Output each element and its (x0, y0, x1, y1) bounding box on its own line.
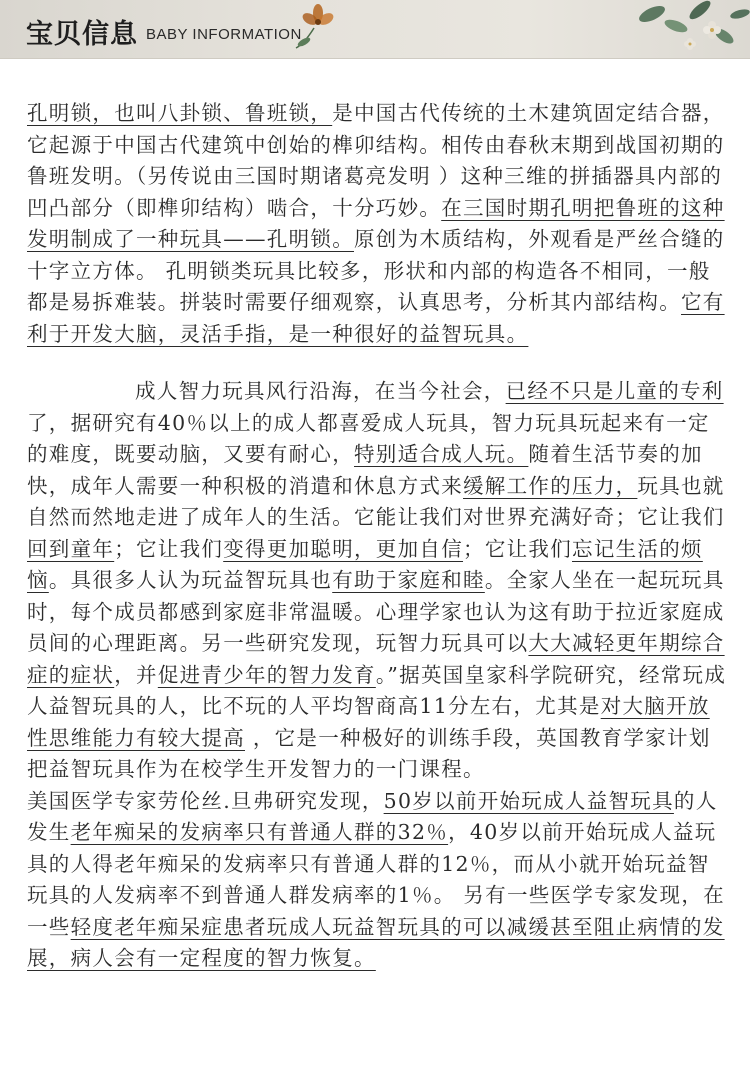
text-segment: 原创为木质结构，外观看是严丝合缝的十字立方体。 孔明锁类玩具比较多，形状和内部的构造各不相同，一般都是易拆难装。拼装时需要仔细观察，认真思考，分析其内部结构。 (27, 227, 725, 314)
text-segment: ；它让我们 (463, 536, 573, 561)
underlined-text: 在三国时期孔明把鲁班的这种发明制成了一种玩具——孔明锁。 (27, 195, 725, 251)
underlined-text: 回到童年 (27, 536, 115, 561)
text-segment: ；它让我们 (114, 536, 224, 561)
underlined-text: 有助于家庭和睦 (332, 568, 485, 592)
paragraph-medical-research (27, 786, 727, 975)
underlined-text: 对大脑开放性思维能力有较大提高 (27, 694, 710, 750)
text-segment: 的人发生 (27, 788, 718, 844)
header-title: 宝贝信息 (26, 19, 138, 50)
underlined-text: 已经不只是儿童的专利 (505, 379, 724, 403)
paragraph-adult-puzzle-toys (27, 376, 727, 786)
underlined-text: 它有利于开发大脑，灵活手指，是一种很好的益智玩具。 (27, 290, 725, 346)
text-segment: 。具很多人认为玩益智玩具也 (48, 568, 333, 592)
header-subtitle: BABY INFORMATION (146, 26, 302, 43)
underlined-text: 缓解工作的压力， (463, 473, 638, 498)
underlined-text: 促进青少年的智力发育 (157, 662, 376, 687)
section-header (0, 0, 750, 59)
text-segment: ，40岁以前开始玩成人益玩具的人得老年痴呆的发病率只有普通人群的12％，而从小就开始玩益智玩具的人发病率不到普通人群发病率的1％。 另有一些医学专家发现，在一些 (27, 820, 725, 939)
paragraph-kongming-lock (27, 98, 727, 350)
underlined-text: 50岁以前开始玩成人益智玩具 (383, 788, 674, 813)
text-segment: 。全家人坐在一起玩玩具时，每个成员都感到家庭非常温暖。心理学家也认为这有助于拉近家庭成员间的心理距离。另一些研究发现，玩智力玩具可以 (27, 568, 725, 655)
underlined-text: 轻度老年痴呆症患者玩成人玩益智玩具的可以减缓甚至阻止病情的发展，病人会有一定程度的智力恢复。 (27, 914, 725, 970)
text-segment: ，并 (114, 662, 158, 687)
underlined-text: 孔明锁，也叫八卦锁、鲁班锁， (27, 101, 333, 125)
underlined-text: 变得更加聪明，更加自信 (223, 536, 464, 561)
product-description (27, 98, 727, 975)
text-segment: 美国医学专家劳伦丝.旦弗研究发现， (27, 788, 384, 813)
text-segment: 随着生活节奏的加快，成年人需要一种积极的消遣和休息方式来 (27, 442, 703, 498)
underlined-text: 大大减轻更年期综合症的症状 (27, 631, 725, 687)
text-segment: 。”据英国皇家科学院研究，经常玩成人益智玩具的人，比不玩的人平均智商高11分左右，尤其是 (27, 662, 727, 718)
text-segment: 玩具也就自然而然地走进了成年人的生活。它能让我们对世界充满好奇；它让我们 (27, 473, 725, 529)
text-segment: ，它是一种极好的训练手段，英国教育学家计划把益智玩具作为在校学生开发智力的一门课程。 (27, 725, 711, 781)
underlined-text: 老年痴呆的发病率只有普通人群的32％ (70, 820, 449, 844)
underlined-text: 特别适合成人玩。 (354, 442, 529, 466)
underlined-text: 忘记生活的烦恼 (27, 536, 703, 592)
flower-decoration-icon (0, 0, 750, 58)
text-segment: 了，据研究有40％以上的成人都喜爱成人玩具，智力玩具玩起来有一定的难度，既要动脑，又要有耐心， (27, 410, 710, 466)
text-segment: 是中国古代传统的土木建筑固定结合器，它起源于中国古代建筑中创始的榫卯结构。相传由春秋末期到战国初期的鲁班发明。（另传说由三国时期诸葛亮发明 ）这种三维的拼插器具内部的凹凸部分（即榫卯结构）啮合，十分巧妙。 (27, 101, 725, 220)
text-segment: 成人智力玩具风行沿海，在当今社会， (135, 379, 506, 403)
